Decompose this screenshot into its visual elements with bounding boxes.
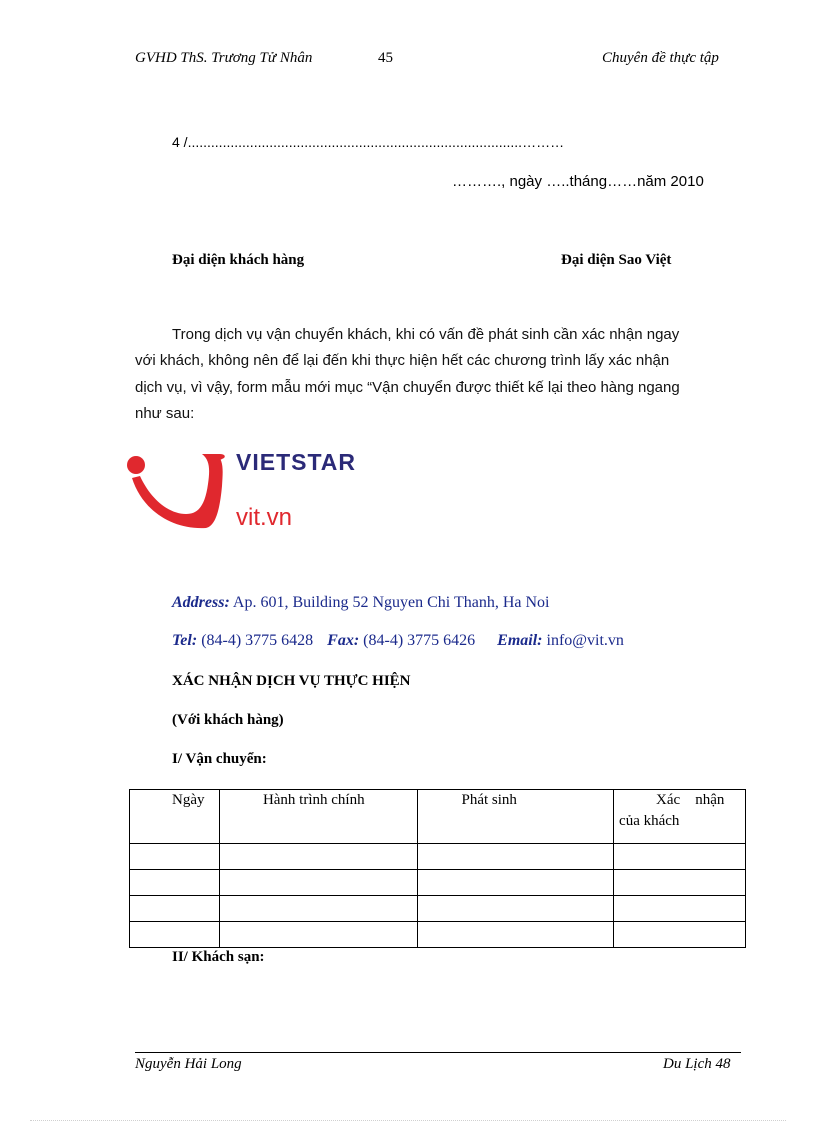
footer-divider xyxy=(135,1052,741,1053)
table-cell[interactable] xyxy=(130,844,220,870)
footer-course: Du Lịch 48 xyxy=(663,1056,731,1072)
table-cell[interactable] xyxy=(130,922,220,948)
table-cell[interactable] xyxy=(219,922,417,948)
fax-value: (84-4) 3775 6426 xyxy=(363,632,476,649)
date-line: ………., ngày …..tháng……năm 2010 xyxy=(452,173,704,190)
form-subtitle: (Với khách hàng) xyxy=(172,712,284,728)
section-hotel: II/ Khách sạn: xyxy=(172,949,265,965)
header-page-number: 45 xyxy=(378,50,393,66)
table-row xyxy=(130,896,746,922)
paragraph-line-4: như sau: xyxy=(135,405,195,422)
header-advisor: GVHD ThS. Trương Tử Nhân xyxy=(135,50,313,66)
logo-brand-text: VIETSTAR xyxy=(236,449,357,475)
footer-author: Nguyễn Hải Long xyxy=(135,1056,242,1072)
table-cell[interactable] xyxy=(614,922,746,948)
paragraph-line-1: Trong dịch vụ vận chuyển khách, khi có vấn đề phát sinh cần xác nhận ngay xyxy=(172,326,680,343)
email-value: info@vit.vn xyxy=(546,632,624,649)
table-cell[interactable] xyxy=(417,896,614,922)
tel-value: (84-4) 3775 6428 xyxy=(201,632,314,649)
table-cell[interactable] xyxy=(614,844,746,870)
intro-paragraph xyxy=(172,322,736,349)
section-transport: I/ Vận chuyển: xyxy=(172,751,267,767)
paragraph-line-3: dịch vụ, vì vậy, form mẫu mới mục “Vận chuyển được thiết kế lại theo hàng ngang xyxy=(135,378,680,396)
contact-line xyxy=(172,632,624,650)
page-bottom-dotted-line xyxy=(30,1120,786,1121)
table-row xyxy=(130,870,746,896)
table-cell[interactable] xyxy=(417,844,614,870)
paragraph-line-2: với khách, không nên để lại đến khi thực hiện hết các chương trình lấy xác nhận xyxy=(135,352,670,369)
table-cell[interactable] xyxy=(130,896,220,922)
table-cell[interactable] xyxy=(417,870,614,896)
logo-domain-text: vit.vn xyxy=(236,504,293,531)
form-title: XÁC NHẬN DỊCH VỤ THỰC HIỆN xyxy=(172,673,411,689)
item-4-line: 4 /......................................................................................……… xyxy=(172,134,565,150)
table-cell[interactable] xyxy=(130,870,220,896)
header-cell-confirm: Xác nhận của khách xyxy=(614,790,746,844)
header-cell-date: Ngày xyxy=(130,790,220,844)
address-value: Ap. 601, Building 52 Nguyen Chi Thanh, Ha Noi xyxy=(232,594,550,611)
fax-label: Fax: xyxy=(327,632,360,649)
header-topic: Chuyên đề thực tập xyxy=(602,50,719,66)
table-cell[interactable] xyxy=(614,870,746,896)
table-header-row xyxy=(130,790,746,844)
header-cell-route: Hành trình chính xyxy=(219,790,417,844)
signature-customer: Đại diện khách hàng xyxy=(172,252,305,268)
vietstar-logo xyxy=(124,448,404,538)
table-cell[interactable] xyxy=(219,870,417,896)
table-cell[interactable] xyxy=(614,896,746,922)
tel-label: Tel: xyxy=(172,632,198,649)
header-cell-extra: Phát sinh xyxy=(417,790,614,844)
table-row xyxy=(130,844,746,870)
table-cell[interactable] xyxy=(219,896,417,922)
paragraph-continuation xyxy=(135,348,736,428)
table-cell[interactable] xyxy=(219,844,417,870)
address-label: Address: xyxy=(172,594,230,611)
signature-company: Đại diện Sao Việt xyxy=(561,252,672,268)
email-label: Email: xyxy=(497,632,543,649)
address-line xyxy=(172,594,549,612)
table-row xyxy=(130,922,746,948)
table-cell[interactable] xyxy=(417,922,614,948)
transport-table xyxy=(129,789,746,948)
